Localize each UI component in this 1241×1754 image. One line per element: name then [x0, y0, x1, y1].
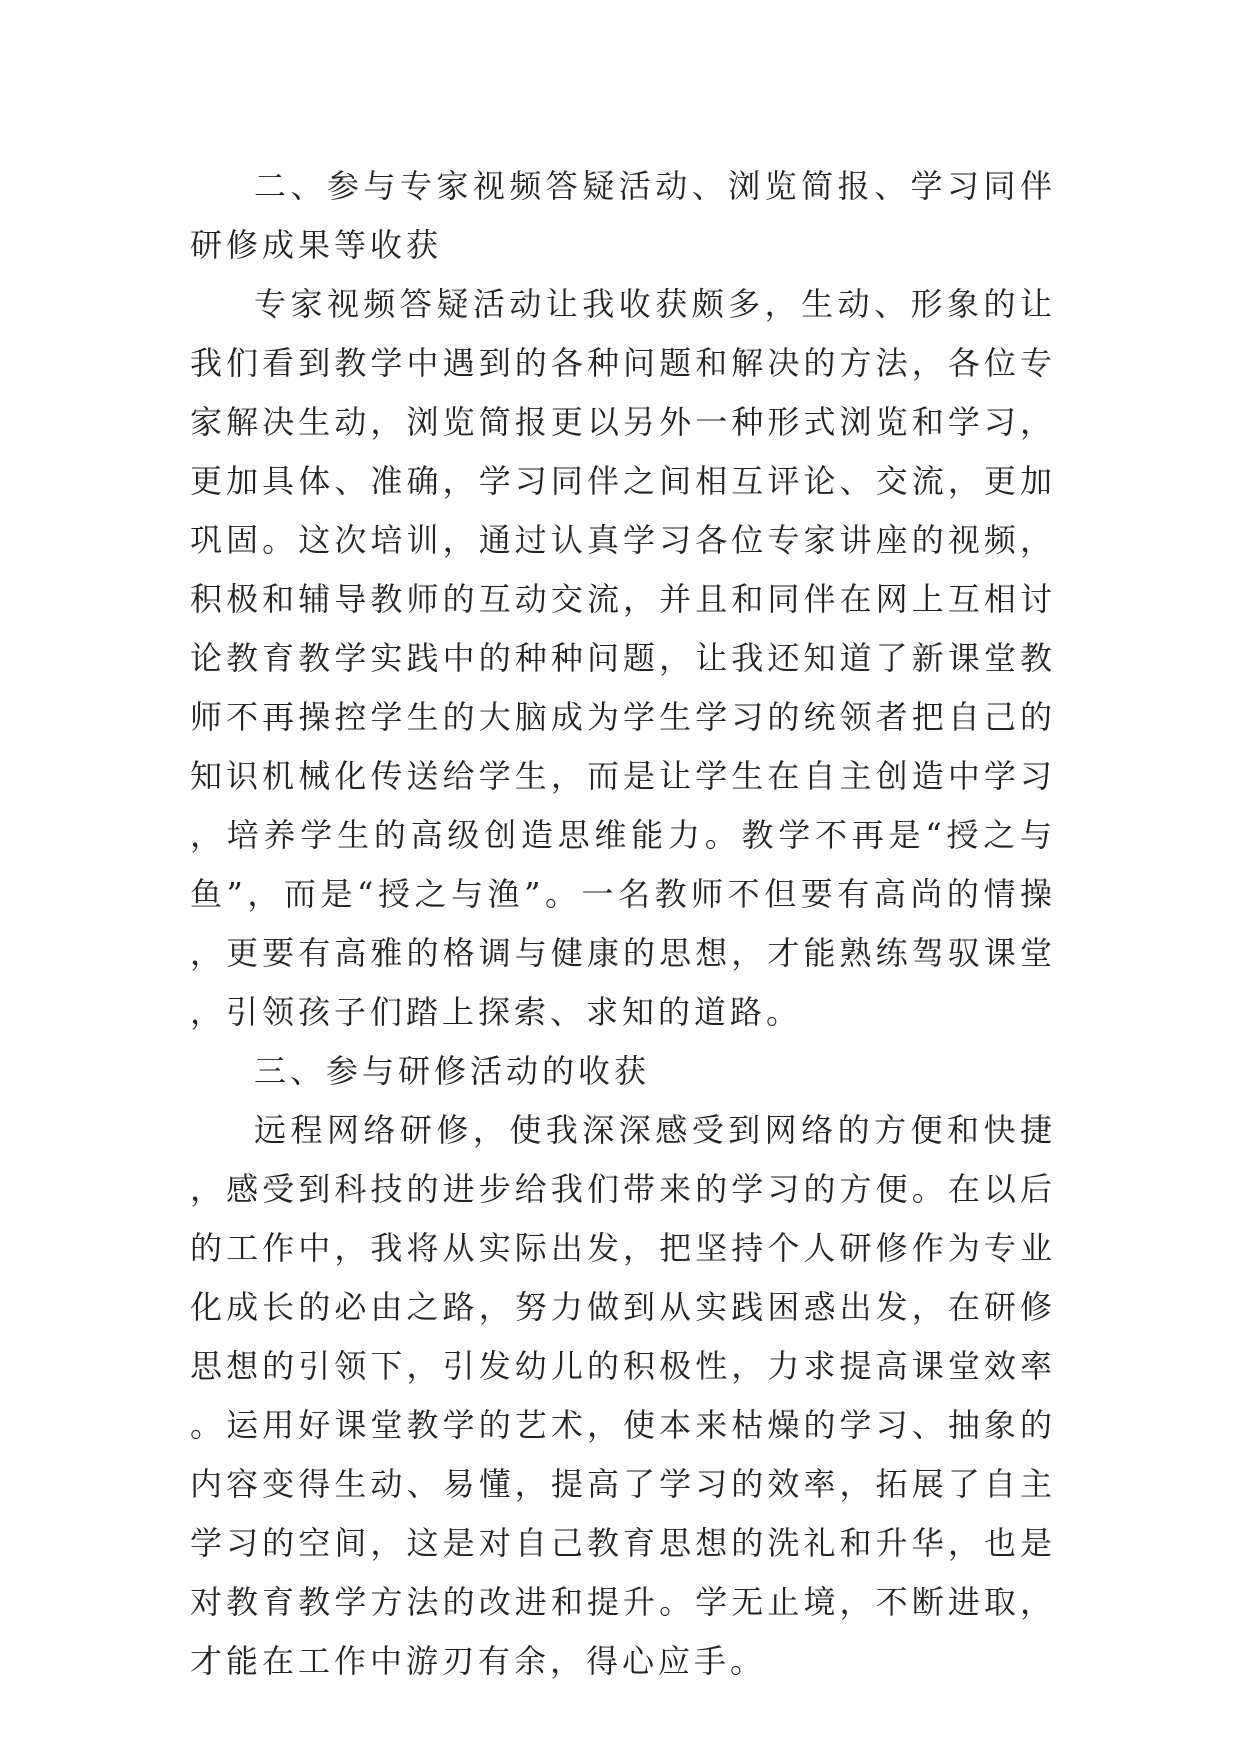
body-paragraph-1: 专家视频答疑活动让我收获颇多，生动、形象的让我们看到教学中遇到的各种问题和解决的方法，各位专家解决生动，浏览简报更以另外一种形式浏览和学习，更加具体、准确，学习同伴之间相互评论、交流，更加巩固。这次培训，通过认真学习各位专家讲座的视频，积极和辅导教师的互动交流，并且和同伴在网上互相讨论教育教学实践中的种种问题，让我还知道了新课堂教师不再操控学生的大脑成为学生学习的统领者把自己的知识机械化传送给学生，而是让学生在自主创造中学习，培养学生的高级创造思维能力。教学不再是“授之与鱼”，而是“授之与渔”。一名教师不但要有高尚的情操，更要有高雅的格调与健康的思想，才能熟练驾驭课堂，引领孩子们踏上探索、求知的道路。: [190, 285, 1056, 1031]
body-paragraph-2: 远程网络研修，使我深深感受到网络的方便和快捷，感受到科技的进步给我们带来的学习的方便。在以后的工作中，我将从实际出发，把坚持个人研修作为专业化成长的必由之路，努力做到从实践困惑出发，在研修思想的引领下，引发幼儿的积极性，力求提高课堂效率。运用好课堂教学的艺术，使本来枯燥的学习、抽象的内容变得生动、易懂，提高了学习的效率，拓展了自主学习的空间，这是对自己教育思想的洗礼和升华，也是对教育教学方法的改进和提升。学无止境，不断进取，才能在工作中游刃有余，得心应手。: [190, 1111, 1056, 1680]
document-body: [190, 157, 1056, 1691]
section-heading-3: 三、参与研修活动的收获: [254, 1052, 651, 1090]
section-heading-2: 二、参与专家视频答疑活动、浏览简报、学习同伴研修成果等收获: [190, 167, 1056, 264]
